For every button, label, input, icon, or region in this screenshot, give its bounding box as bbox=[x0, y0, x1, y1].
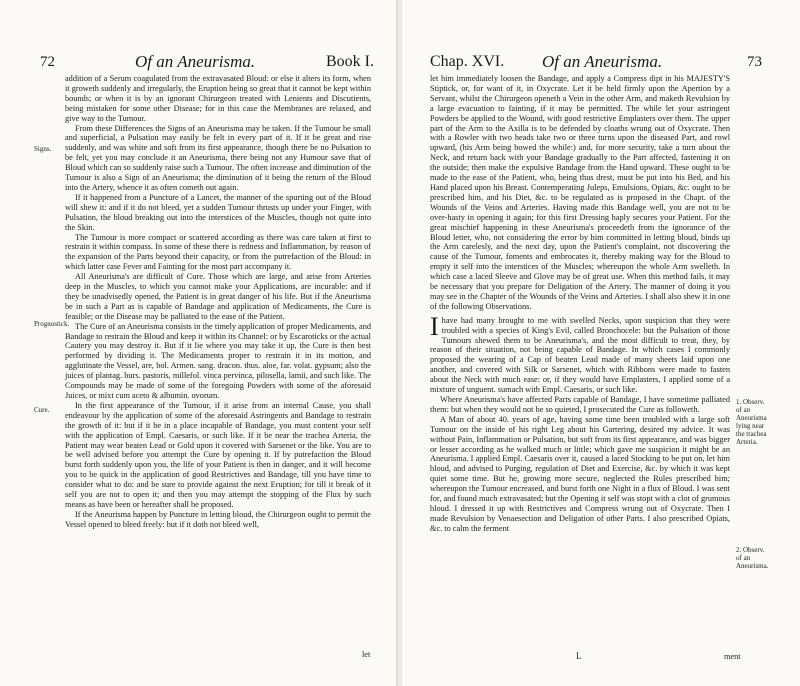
left-page bbox=[0, 0, 398, 686]
paragraph: A Man of about 40. years of age, having some time been troubled with a large soft Tumour on the inside of his right Leg about his Gartering, desired my advice. It was without Pain, Inflammation or Pulsation, but soft from its first appearance, and was bigger or lesser according as he walked much or little; which gave me suspicion it might be an Aneurisma. I applied Empl. Caesaris over it, caused a laced Stocking to be put on, let him bloud, and advised to Purging, regulation of Diet and Exercise, &c. by which it was kept quiet some time. But he, growing more secure, neglected the Rules prescribed him; whereupon the Tumour encreased, and burst forth one Night in a flux of Bloud. I was sent for, and found much extravasated; but the Opening it self was stopt with a clot of grumous bloud. I dressed it up with Restrictives and Compress wrung out of Oxycrate. Then I made Revulsion by Venaesection and Deligation of other Parts. I also prescribed Opiats, &c. to calm the ferment bbox=[430, 414, 731, 533]
paragraph: let him immediately loosen the Bandage, and apply a Compress dipt in his MAJESTY'S Stiptick, or, for want of it, in Oxycrate. Let it be held firmly upon the Apertion by a Servant, whilst the Chirurgeon openeth a Vein in the other Arm, and maketh Revulsion by a large evacuation to fainting, if it may be permitted. The while let your astringent Powders be applied to the Wound, with good restrictive Emplasters over them. The upper part of the Arm to the Axilla is to be defended by cloaths wrung out of Oxycrate. Then with a Rowler with two heads take two or three turns upon the diseased Part, and rowl upward, (his Arm being bowed the while:) and, for more security, take a turn about the Neck, and return back with your Bandage gradually to the Part affected, fastening it on the outside; then make the expulsive Bandage from the Hand upward. These ought to be made to the ease of the Patient, who, being thus drest, must be put into his Bed, and his Hand placed upon his Breast. Contemperating Juleps, Emulsions, Opiats, &c. ought to be prescribed him, and his Diet, &c. to be regulated as is proposed in the Chapt. of the Wounds of the Veins and Arteries. Having made this Bandage well, you are not to be over-hasty in opening it again; for this first Dressing haply secures your Patient. For the great mischief happening in these Aneurisma's proceedeth from the ignorance of the Bloud letter, who, not considering the error by him committed in letting bloud, binds up the Arm carelesly, and the next day, upon the Patient's complaint, not discovering the cause of the Tumour, foments and embrocates it, thereby making way for the Bloud to empty it self into the interstices of the Muscles; whereupon the whole Arm swelleth. In which case a laced Sleeve and Glove may be of great use. When this method fails, it may be necessary that you prepare for Deligation of the Artery. The manner of doing it you may see in the Chapter of the Wounds of the Veins and Arteries. I shall also shew it in one of the following Observations. bbox=[430, 74, 730, 311]
paragraph: If it happened from a Puncture of a Lancet, the manner of the spurting out of the Bloud will shew it: and if it do not bleed, yet a sudden Tumour thrusts up under your Finger, with Pulsation, the bloud breaking out into the interstices of the Muscles, though not quite into the Skin. bbox=[65, 192, 371, 232]
margin-note-observation-1: 1. Observ. of an Aneurisma lying near the trachea Arteria. bbox=[736, 398, 767, 446]
paragraph-observation-1 bbox=[430, 311, 730, 395]
paragraph-text: have had many brought to me with swelled Necks, upon suspicion that they were troubled with a species of King's Evil, called Bronchocele: but the Pulsation of those Tumours shewed them to be Aneurisma's, and the most difficult to treat, they, by reason of their situation, not being capable of Bandage. In which cases I commonly proposed the wearing of a Cap of beaten Lead made of many sheets laid upon one another, and covered with Silk or Sarsenet, which with Ribbons were made to fasten about the Neck with much ease: or, if they would have Emplasters, I applied some of a mixture of unguent. sumach with Empl. Caesaris, or such like. bbox=[430, 315, 730, 395]
chapter-label: Chap. XVI. bbox=[430, 53, 505, 70]
paragraph: The Cure of an Aneurisma consists in the timely application of proper Medicaments, and Bandage to restrain the Bloud and keep it within its Channel: or by Escaroticks or the actual Cautery you may destroy it. But if it lie where you may take it up, the Cure is then best performed by dividing it. The Medicaments proper to restrain it in its motion, and agglutinate the Vessel, are, bol. Armen. sang. dracon. thus. aloe, far. volat. gypsum; also the juices of plantag. burs. pastoris, millefol. vinca pervinca, pilosella, lamii, and such like. The Compounds may be made of some of the foregoing Powders with some of the aforesaid Juices, or mixt cum aceto & albumin. ovorum. bbox=[65, 321, 371, 400]
left-page-number: 72 bbox=[40, 54, 55, 70]
right-catchword: ment bbox=[724, 652, 741, 661]
left-running-head bbox=[0, 52, 398, 72]
margin-note-cure: Cure. bbox=[34, 406, 50, 414]
right-page-number: 73 bbox=[747, 54, 762, 70]
margin-note-observation-2: 2. Observ. of an Aneurisma. bbox=[736, 546, 769, 570]
right-running-head bbox=[402, 52, 800, 72]
paragraph: The Tumour is more compact or scattered according as there was care taken at first to restrain it within compass. In some of these there is redness and Inflammation, by reason of the expansion of the Parts beyond their capacity, or from the putrefaction of the Bloud: in which latter case Fever and Fainting for the most part accompany it. bbox=[65, 232, 371, 272]
paragraph: addition of a Serum coagulated from the extravasated Bloud: or else it alters its form, when it groweth suddenly and irregularly, the Eruption being so great that it cannot be kept within bounds; or when it is by an ignorant Chirurgeon treated with Lenients and Discutients, being mistaken for some other Disease; for in this case the Membranes are relaxed, and give way to the Tumour. bbox=[65, 74, 371, 123]
right-page bbox=[402, 0, 800, 686]
signature-mark: L bbox=[576, 651, 582, 661]
right-running-title: Of an Aneurisma. bbox=[542, 52, 663, 71]
margin-note-prognostick: Prognostick. bbox=[34, 320, 70, 328]
left-running-title: Of an Aneurisma. bbox=[135, 52, 256, 71]
left-body-text bbox=[65, 74, 371, 530]
right-body-text bbox=[430, 74, 730, 534]
paragraph: Where Aneurisma's have affected Parts capable of Bandage, I have sometime palliated them: but when they would not be so quieted, I prosecuted the Cure as followeth. bbox=[430, 395, 730, 414]
left-book-label: Book I. bbox=[326, 53, 374, 70]
paragraph: All Aneurisma's are difficult of Cure. Those which are large, and arise from Arteries deep in the Muscles, to which you cannot make your Applications, are incurable: and if they be unadvisedly opened, the Patient is in great danger of his life. But if the Aneurisma be in such a Part as is capable of Bandage and application of Medicaments, the Cure is feasible; or the Disease may be palliated to the ease of the Patient. bbox=[65, 272, 371, 321]
margin-note-signs: Signs. bbox=[34, 145, 52, 153]
paragraph: In the first appearance of the Tumour, if it arise from an internal Cause, you shall endeavour by the application of some of the aforesaid Astringents and Bandage to restrain the growth of it: but if it be in a place incapable of Bandage, you must content your self with the application of Empl. Caesaris, or such like. If it be near the trachea Arteria, the Patient may wear beaten Lead or Gold upon it covered with Sarsenet or the like. You are to be well advised before you attempt the Cure by opening it. If by putrefaction the Bloud burst forth suddenly upon you, the life of your Patient is then in danger, and it will become you to be quick in the application of good Restrictives and Bandage, till you have time to consider what to do: and be sure to provide against the next Eruption; for till it break of it self you are not to open it; and then you may attempt the stopping of the Flux by such means as have been or hereafter shall be proposed. bbox=[65, 400, 371, 509]
paragraph: If the Aneurisma happen by Puncture in letting bloud, the Chirurgeon ought to permit the Vessel opened to bleed freely: but if it doth not bleed well, bbox=[65, 509, 371, 529]
left-catchword: let bbox=[362, 650, 371, 659]
paragraph: From these Differences the Signs of an Aneurisma may be taken. If the Tumour be small and superficial, a Pulsation may easily be felt in every part of it. If it be great and rise suddenly, and was white and soft from its first appearance, though there be no Pulsation to be felt, yet you may conclude it an Aneurisma, there being not any Humour save that of Bloud which can so suddenly raise such a Tumour. The often increase and diminution of the Tumour is also a Sign of an Aneurisma; the diminution of it being the return of the Bloud into the Artery, whence it as often cometh out again. bbox=[65, 123, 371, 192]
drop-cap: I bbox=[430, 311, 439, 341]
